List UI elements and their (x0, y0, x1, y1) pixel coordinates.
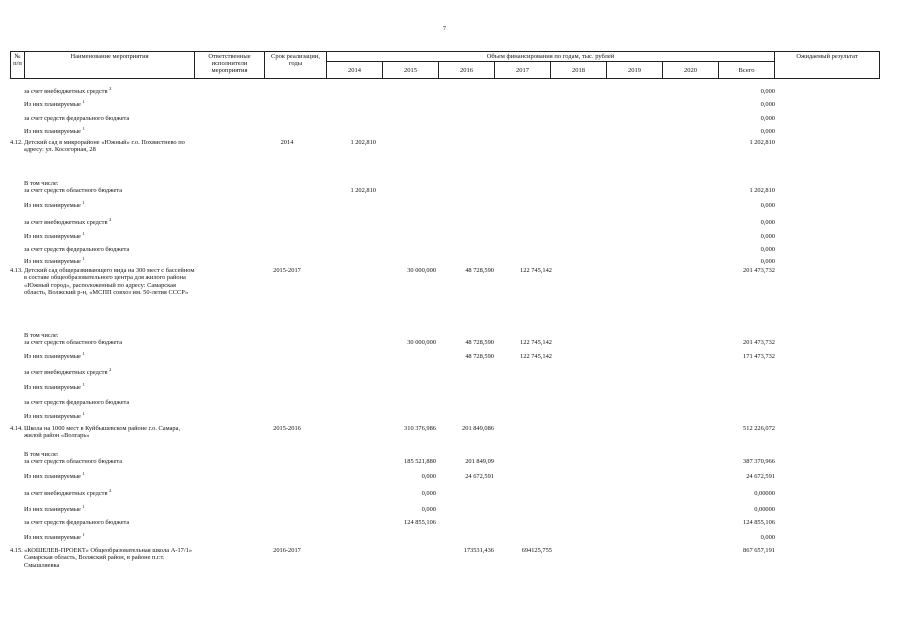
row-name: Из них планируемые $^1$ (24, 231, 85, 240)
row-name: Детский сад в микрорайоне «Южный» г.о. Похвистнево по адресу: ул. Косогорная, 28 (24, 139, 185, 154)
header-executors: Ответственные исполнители мероприятия (195, 52, 265, 79)
row-number: 4.12. (10, 139, 23, 146)
row-term: 2014 (280, 139, 294, 146)
row-name: «КОШЕЛЕВ-ПРОЕКТ» Общеобразовательная школа А-17/1» Самарская область, Волжский район, в районе п.г.т. Смышляевка (24, 547, 193, 569)
value-total: 0,000 (760, 115, 775, 122)
row-name: Из них планируемые $^1$ (24, 200, 85, 209)
value-2015: 185 521,880 (404, 458, 436, 465)
row-name: за счет средств областного бюджета (24, 458, 123, 465)
value-2015: 310 376,986 (404, 425, 436, 432)
value-total: 201 473,732 (743, 339, 775, 346)
value-2016: 48 728,590 (465, 339, 494, 346)
footnote-mark: 1 (82, 126, 85, 131)
row-term: 2015-2016 (273, 425, 301, 432)
footnote-mark: 1 (82, 351, 85, 356)
header-year: 2020 (663, 62, 719, 79)
value-total: 0,000 (760, 258, 775, 265)
value-total: 24 672,591 (746, 473, 775, 480)
value-total: 0,000 (760, 101, 775, 108)
footnote-mark: 1 (82, 200, 85, 205)
footnote-mark: 1 (82, 471, 85, 476)
row-name: Школа на 1000 мест в Куйбышевском районе г.о. Самара, жилой район «Волгарь» (24, 425, 181, 440)
header-num: № п/п (11, 52, 25, 79)
value-total: 0,000 (760, 246, 775, 253)
value-total: 512 226,072 (743, 425, 775, 432)
row-name: В том числе: (24, 451, 59, 458)
value-2015: 30 000,000 (407, 339, 436, 346)
value-2017: 122 745,142 (520, 267, 552, 274)
row-name: Из них планируемые $^1$ (24, 99, 85, 108)
value-2017: 122 745,142 (520, 353, 552, 360)
row-name: за счет средств областного бюджета (24, 339, 123, 346)
row-name: Из них планируемые $^1$ (24, 382, 85, 391)
value-2015: 30 000,000 (407, 267, 436, 274)
row-number: 4.14. (10, 425, 23, 432)
table-body (10, 88, 880, 638)
row-name: за счет внебюджетных средств $^2$ (24, 367, 112, 376)
value-total: 171 473,732 (743, 353, 775, 360)
value-2016: 173531,436 (463, 547, 494, 554)
row-name: Из них планируемые $^1$ (24, 471, 85, 480)
row-name: за счет внебюджетных средств $^2$ (24, 86, 112, 95)
row-number: 4.13. (10, 267, 23, 274)
value-total: 0,000 (760, 128, 775, 135)
row-term: 2015-2017 (273, 267, 301, 274)
row-name: за счет средств федерального бюджета (24, 115, 130, 122)
row-name: за счет средств федерального бюджета (24, 399, 130, 406)
value-total: 1 202,810 (749, 187, 775, 194)
value-total: 387 370,966 (743, 458, 775, 465)
header-funding: Объем финансирования по годам, тыс. рублей (327, 52, 775, 62)
row-name: за счет внебюджетных средств $^2$ (24, 488, 112, 497)
value-total: 0,00000 (754, 490, 775, 497)
header-result: Ожидаемый результат (775, 52, 880, 79)
header-year: 2018 (551, 62, 607, 79)
value-total: 124 855,106 (743, 519, 775, 526)
row-name: Из них планируемые $^1$ (24, 504, 85, 513)
row-name: за счет средств областного бюджета (24, 187, 123, 194)
table-header (10, 51, 880, 79)
footnote-mark: 2 (109, 488, 112, 493)
row-name: за счет средств федерального бюджета (24, 246, 130, 253)
row-name: Из них планируемые $^1$ (24, 411, 85, 420)
row-name: В том числе: (24, 332, 59, 339)
footnote-mark: 1 (82, 382, 85, 387)
row-name: В том числе: (24, 180, 59, 187)
value-total: 0,000 (760, 219, 775, 226)
row-name: Из них планируемые $^1$ (24, 532, 85, 541)
header-year: 2017 (495, 62, 551, 79)
value-2017: 122 745,142 (520, 339, 552, 346)
footnote-mark: 1 (82, 411, 85, 416)
value-2015: 0,000 (421, 490, 436, 497)
row-name: за счет средств федерального бюджета (24, 519, 130, 526)
value-2015: 0,000 (421, 506, 436, 513)
footnote-mark: 2 (109, 367, 112, 372)
footnote-mark: 1 (82, 231, 85, 236)
row-term: 2016-2017 (273, 547, 301, 554)
header-year: 2016 (439, 62, 495, 79)
header-year: 2014 (327, 62, 383, 79)
row-name: Из них планируемые $^1$ (24, 126, 85, 135)
value-2017: 694125,755 (521, 547, 552, 554)
footnote-mark: 1 (82, 256, 85, 261)
value-2016: 48 728,590 (465, 353, 494, 360)
row-name: Из них планируемые $^1$ (24, 256, 85, 265)
value-2015: 124 855,106 (404, 519, 436, 526)
value-total: 0,00000 (754, 506, 775, 513)
footnote-mark: 2 (109, 86, 112, 91)
value-total: 1 202,810 (749, 139, 775, 146)
row-name: Детский сад общеразвивающего вида на 300 мест с бассейном в составе общеобразовательного центра для жилого района «Южный город», расположенный по адресу: Самарская область, Волжский р-н, «МСПП совхоз им. 50-летия СССР» (24, 267, 195, 297)
header-name: Наименование мероприятия (25, 52, 195, 79)
value-2016: 24 672,591 (465, 473, 494, 480)
value-total: 0,000 (760, 233, 775, 240)
footnote-mark: 2 (109, 217, 112, 222)
value-2014: 1 202,810 (350, 139, 376, 146)
value-total: 201 473,732 (743, 267, 775, 274)
page-number: 7 (443, 26, 446, 32)
value-2016: 201 849,086 (462, 425, 494, 432)
value-2016: 48 728,590 (465, 267, 494, 274)
row-name: за счет внебюджетных средств $^2$ (24, 217, 112, 226)
value-total: 867 657,191 (743, 547, 775, 554)
footnote-mark: 1 (82, 532, 85, 537)
value-total: 0,000 (760, 88, 775, 95)
value-2016: 201 849,09 (465, 458, 494, 465)
header-year: 2015 (383, 62, 439, 79)
header-year: 2019 (607, 62, 663, 79)
header-total: Всего (719, 62, 775, 79)
footnote-mark: 1 (82, 99, 85, 104)
header-term: Срок реализации, годы (265, 52, 327, 79)
footnote-mark: 1 (82, 504, 85, 509)
value-2015: 0,000 (421, 473, 436, 480)
row-number: 4.15. (10, 547, 23, 554)
value-2014: 1 202,810 (350, 187, 376, 194)
value-total: 0,000 (760, 534, 775, 541)
row-name: Из них планируемые $^1$ (24, 351, 85, 360)
value-total: 0,000 (760, 202, 775, 209)
